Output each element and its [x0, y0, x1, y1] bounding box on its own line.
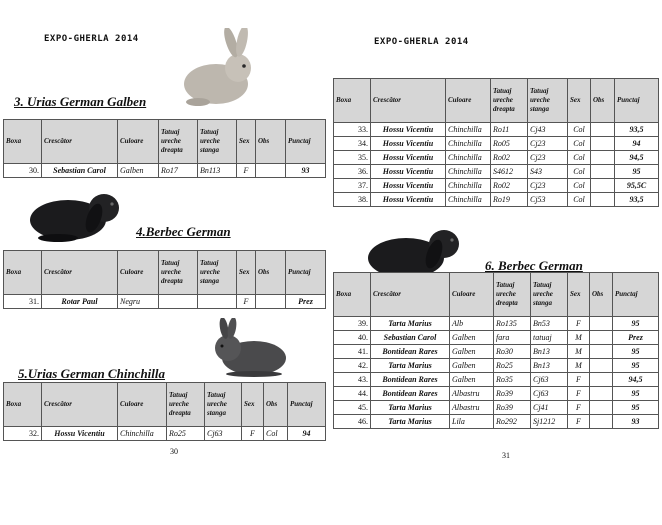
col-header-sex: Sex — [242, 383, 264, 427]
cell-culoare: Chinchilla — [446, 165, 491, 179]
cell-punctaj: Prez — [613, 331, 659, 345]
cell-tatuaj-stanga: Cj43 — [528, 123, 568, 137]
col-header-tatuaj-dreapta: Tatuaj ureche dreapta — [491, 79, 528, 123]
cell-crescator: Hossu Vicentiu — [371, 165, 446, 179]
col-header-culoare: Culoare — [118, 383, 167, 427]
cell-crescator: Tarta Marius — [371, 415, 450, 429]
cell-sex: Col — [568, 137, 591, 151]
col-header-obs: Obs — [590, 273, 613, 317]
cell-boxa: 37. — [334, 179, 371, 193]
cell-crescator: Tarta Marius — [371, 359, 450, 373]
col-header-culoare: Culoare — [446, 79, 491, 123]
cell-crescator: Hossu Vicentiu — [371, 123, 446, 137]
table-row — [334, 345, 659, 359]
cell-sex: F — [242, 427, 264, 441]
cell-sex: F — [568, 373, 590, 387]
col-header-crescator: Crescător — [42, 251, 118, 295]
cell-punctaj: 94 — [615, 137, 659, 151]
col-header-obs: Obs — [256, 251, 286, 295]
section-title-urias-german-chinchilla: 5.Urias German Chinchilla — [18, 366, 166, 381]
col-header-crescator: Crescător — [42, 120, 118, 164]
cell-crescator: Sebastian Carol — [371, 331, 450, 345]
col-header-crescator: Crescător — [42, 383, 118, 427]
cell-punctaj: 95 — [613, 387, 659, 401]
cell-tatuaj-stanga: Cj23 — [528, 137, 568, 151]
table-row — [334, 193, 659, 207]
cell-boxa: 45. — [334, 401, 371, 415]
table-row — [334, 123, 659, 137]
cell-sex: F — [237, 164, 256, 178]
table-row — [334, 401, 659, 415]
col-header-punctaj: Punctaj — [615, 79, 659, 123]
cell-culoare: Negru — [118, 295, 159, 309]
table-row — [334, 387, 659, 401]
cell-sex: Col — [568, 193, 591, 207]
cell-tatuaj-stanga: Cj63 — [531, 373, 568, 387]
table-berbec-german-6 — [333, 272, 659, 429]
cell-tatuaj-stanga: Cj63 — [531, 387, 568, 401]
cell-punctaj: 95 — [613, 345, 659, 359]
col-header-tatuaj-dreapta: Tatuaj ureche dreapta — [159, 251, 198, 295]
cell-boxa: 33. — [334, 123, 371, 137]
cell-punctaj: Prez — [286, 295, 326, 309]
table-row — [334, 151, 659, 165]
cell-obs — [590, 401, 613, 415]
cell-culoare: Galben — [450, 331, 494, 345]
cell-tatuaj-dreapta: Ro11 — [491, 123, 528, 137]
cell-crescator: Hossu Vicentiu — [371, 137, 446, 151]
rabbit-black-lop-image — [28, 190, 122, 242]
cell-tatuaj-dreapta: fara — [494, 331, 531, 345]
rabbit-chinchilla-image — [204, 318, 290, 378]
col-header-sex: Sex — [237, 251, 256, 295]
col-header-punctaj: Punctaj — [288, 383, 326, 427]
cell-boxa: 31. — [4, 295, 42, 309]
table-row — [334, 165, 659, 179]
cell-tatuaj-dreapta: Ro05 — [491, 137, 528, 151]
cell-tatuaj-stanga: Cj63 — [205, 427, 242, 441]
table-row — [334, 373, 659, 387]
cell-boxa: 34. — [334, 137, 371, 151]
cell-tatuaj-dreapta: Ro30 — [494, 345, 531, 359]
cell-boxa: 41. — [334, 345, 371, 359]
col-header-tatuaj-stanga: Tatuaj ureche stanga — [198, 251, 237, 295]
col-header-tatuaj-dreapta: Tatuaj ureche dreapta — [494, 273, 531, 317]
col-header-punctaj: Punctaj — [613, 273, 659, 317]
cell-punctaj: 95 — [613, 359, 659, 373]
cell-crescator: Bontidean Rares — [371, 345, 450, 359]
cell-boxa: 39. — [334, 317, 371, 331]
cell-obs — [590, 359, 613, 373]
cell-obs — [591, 151, 615, 165]
cell-sex: Col — [568, 151, 591, 165]
cell-tatuaj-dreapta: Ro02 — [491, 179, 528, 193]
cell-culoare: Albastru — [450, 401, 494, 415]
cell-obs — [591, 123, 615, 137]
cell-tatuaj-stanga: tatuaj — [531, 331, 568, 345]
col-header-sex: Sex — [568, 273, 590, 317]
cell-obs — [590, 317, 613, 331]
cell-sex: Col — [568, 179, 591, 193]
page-header-left: EXPO-GHERLA 2014 — [44, 34, 139, 44]
table-row — [334, 137, 659, 151]
cell-tatuaj-stanga: Bn13 — [531, 345, 568, 359]
col-header-boxa: Boxa — [334, 273, 371, 317]
table-row — [4, 427, 326, 441]
cell-crescator: Sebastian Carol — [42, 164, 118, 178]
table-row — [334, 415, 659, 429]
col-header-tatuaj-dreapta: Tatuaj ureche dreapta — [167, 383, 205, 427]
cell-obs — [256, 295, 286, 309]
cell-tatuaj-stanga: Cj23 — [528, 151, 568, 165]
col-header-crescator: Crescător — [371, 79, 446, 123]
cell-sex: M — [568, 331, 590, 345]
cell-crescator: Hossu Vicentiu — [371, 179, 446, 193]
cell-sex: F — [568, 317, 590, 331]
table-row — [4, 295, 326, 309]
cell-tatuaj-dreapta: Ro25 — [494, 359, 531, 373]
cell-culoare: Chinchilla — [118, 427, 167, 441]
cell-culoare: Chinchilla — [446, 193, 491, 207]
col-header-sex: Sex — [568, 79, 591, 123]
cell-tatuaj-stanga: Bn113 — [198, 164, 237, 178]
cell-culoare: Alb — [450, 317, 494, 331]
cell-punctaj: 93 — [613, 415, 659, 429]
cell-tatuaj-dreapta: Ro02 — [491, 151, 528, 165]
cell-crescator: Rotar Paul — [42, 295, 118, 309]
cell-obs: Col — [264, 427, 288, 441]
cell-tatuaj-dreapta: Ro25 — [167, 427, 205, 441]
cell-culoare: Chinchilla — [446, 137, 491, 151]
cell-culoare: Chinchilla — [446, 151, 491, 165]
section-title-urias-german-galben: 3. Urias German Galben — [14, 94, 147, 109]
cell-culoare: Lila — [450, 415, 494, 429]
col-header-punctaj: Punctaj — [286, 120, 326, 164]
cell-punctaj: 93,5 — [615, 123, 659, 137]
col-header-tatuaj-stanga: Tatuaj ureche stanga — [528, 79, 568, 123]
cell-tatuaj-dreapta — [159, 295, 198, 309]
cell-culoare: Galben — [118, 164, 159, 178]
table-row — [334, 317, 659, 331]
col-header-boxa: Boxa — [4, 383, 42, 427]
cell-crescator: Bontidean Rares — [371, 373, 450, 387]
col-header-tatuaj-dreapta: Tatuaj ureche dreapta — [159, 120, 198, 164]
col-header-culoare: Culoare — [450, 273, 494, 317]
cell-tatuaj-dreapta: Ro292 — [494, 415, 531, 429]
cell-sex: Col — [568, 165, 591, 179]
cell-obs — [590, 345, 613, 359]
col-header-boxa: Boxa — [4, 251, 42, 295]
page-header-right: EXPO-GHERLA 2014 — [374, 37, 469, 47]
cell-sex: Col — [568, 123, 591, 137]
cell-tatuaj-stanga — [198, 295, 237, 309]
col-header-boxa: Boxa — [334, 79, 371, 123]
cell-crescator: Hossu Vicentiu — [42, 427, 118, 441]
col-header-culoare: Culoare — [118, 120, 159, 164]
cell-tatuaj-dreapta: Ro39 — [494, 387, 531, 401]
table-row — [334, 359, 659, 373]
table-berbec-german — [3, 250, 326, 309]
col-header-tatuaj-stanga: Tatuaj ureche stanga — [205, 383, 242, 427]
table-row — [4, 164, 326, 178]
cell-tatuaj-stanga: Bn13 — [531, 359, 568, 373]
cell-punctaj: 94,5 — [613, 373, 659, 387]
cell-tatuaj-stanga: Bn53 — [531, 317, 568, 331]
cell-punctaj: 95 — [615, 165, 659, 179]
col-header-tatuaj-stanga: Tatuaj ureche stanga — [198, 120, 237, 164]
cell-culoare: Galben — [450, 345, 494, 359]
cell-tatuaj-dreapta: Ro19 — [491, 193, 528, 207]
cell-tatuaj-stanga: Cj23 — [528, 179, 568, 193]
cell-boxa: 38. — [334, 193, 371, 207]
col-header-punctaj: Punctaj — [286, 251, 326, 295]
cell-sex: M — [568, 359, 590, 373]
col-header-boxa: Boxa — [4, 120, 42, 164]
cell-tatuaj-stanga: Cj41 — [531, 401, 568, 415]
cell-culoare: Galben — [450, 373, 494, 387]
cell-tatuaj-dreapta: Ro17 — [159, 164, 198, 178]
cell-boxa: 30. — [4, 164, 42, 178]
col-header-crescator: Crescător — [371, 273, 450, 317]
cell-punctaj: 95 — [613, 401, 659, 415]
cell-tatuaj-stanga: Cj53 — [528, 193, 568, 207]
cell-sex: F — [568, 415, 590, 429]
table-row — [334, 179, 659, 193]
cell-obs — [591, 137, 615, 151]
cell-tatuaj-dreapta: Ro135 — [494, 317, 531, 331]
cell-punctaj: 93 — [286, 164, 326, 178]
cell-punctaj: 93,5 — [615, 193, 659, 207]
cell-culoare: Galben — [450, 359, 494, 373]
cell-crescator: Tarta Marius — [371, 317, 450, 331]
cell-tatuaj-dreapta: S4612 — [491, 165, 528, 179]
col-header-obs: Obs — [256, 120, 286, 164]
cell-tatuaj-dreapta: Ro35 — [494, 373, 531, 387]
cell-obs — [591, 165, 615, 179]
cell-boxa: 42. — [334, 359, 371, 373]
cell-crescator: Hossu Vicentiu — [371, 151, 446, 165]
cell-tatuaj-dreapta: Ro39 — [494, 401, 531, 415]
col-header-culoare: Culoare — [118, 251, 159, 295]
cell-boxa: 46. — [334, 415, 371, 429]
cell-sex: F — [568, 387, 590, 401]
cell-obs — [590, 387, 613, 401]
cell-boxa: 35. — [334, 151, 371, 165]
cell-obs — [256, 164, 286, 178]
col-header-obs: Obs — [264, 383, 288, 427]
cell-sex: F — [568, 401, 590, 415]
table-urias-german-galben — [3, 119, 326, 178]
cell-crescator: Hossu Vicentiu — [371, 193, 446, 207]
cell-boxa: 36. — [334, 165, 371, 179]
cell-punctaj: 95,5C — [615, 179, 659, 193]
cell-obs — [591, 193, 615, 207]
cell-obs — [590, 331, 613, 345]
cell-punctaj: 94 — [288, 427, 326, 441]
cell-crescator: Tarta Marius — [371, 401, 450, 415]
cell-sex: F — [237, 295, 256, 309]
cell-tatuaj-stanga: Sj1212 — [531, 415, 568, 429]
rabbit-light-fawn-image — [180, 28, 256, 108]
cell-obs — [590, 373, 613, 387]
cell-sex: M — [568, 345, 590, 359]
section-title-berbec-german: 4.Berbec German — [136, 224, 231, 239]
cell-culoare: Chinchilla — [446, 123, 491, 137]
table-row — [334, 331, 659, 345]
table-urias-german-chinchilla-continued — [333, 78, 659, 207]
cell-boxa: 43. — [334, 373, 371, 387]
cell-culoare: Chinchilla — [446, 179, 491, 193]
cell-obs — [590, 415, 613, 429]
col-header-tatuaj-stanga: Tatuaj ureche stanga — [531, 273, 568, 317]
section-title-berbec-german-6: 6. Berbec German — [485, 258, 583, 273]
col-header-obs: Obs — [591, 79, 615, 123]
cell-culoare: Albastru — [450, 387, 494, 401]
cell-crescator: Bontidean Rares — [371, 387, 450, 401]
cell-tatuaj-stanga: S43 — [528, 165, 568, 179]
page-number-right: 31 — [502, 451, 510, 460]
page-number-left: 30 — [170, 447, 178, 456]
cell-punctaj: 94,5 — [615, 151, 659, 165]
table-urias-german-chinchilla — [3, 382, 326, 441]
cell-boxa: 44. — [334, 387, 371, 401]
cell-obs — [591, 179, 615, 193]
cell-punctaj: 95 — [613, 317, 659, 331]
col-header-sex: Sex — [237, 120, 256, 164]
cell-boxa: 32. — [4, 427, 42, 441]
cell-boxa: 40. — [334, 331, 371, 345]
